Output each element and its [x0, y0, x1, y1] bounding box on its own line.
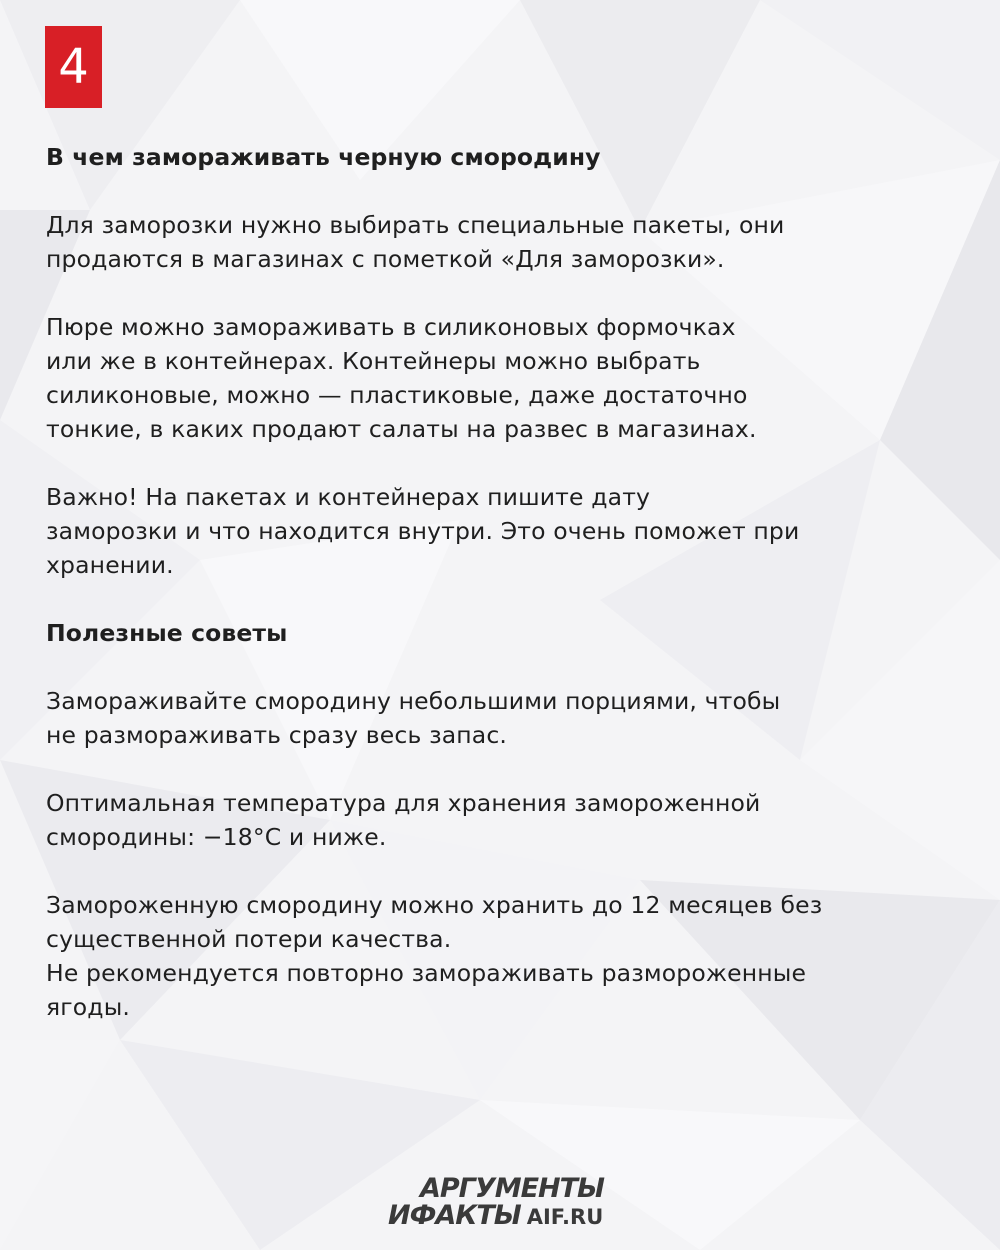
- paragraph-bags: [46, 208, 951, 276]
- article-body: [46, 140, 951, 1024]
- logo-line-1: АРГУМЕНТЫ: [420, 1173, 605, 1204]
- section-heading-freeze-containers: В чем замораживать черную смородину: [46, 143, 601, 171]
- text-line: тонкие, в каких продают салаты на развес в магазинах.: [46, 415, 757, 443]
- aif-logo: [388, 1173, 638, 1233]
- paragraph-puree: [46, 310, 951, 446]
- text-line: Замораживайте смородину небольшими порциями, чтобы: [46, 687, 781, 715]
- paragraph-temperature: [46, 786, 951, 854]
- text-line: Важно! На пакетах и контейнерах пишите дату: [46, 483, 651, 511]
- paragraph-storage: [46, 888, 951, 1024]
- text-line: продаются в магазинах с пометкой «Для заморозки».: [46, 245, 725, 273]
- text-line: Оптимальная температура для хранения замороженной: [46, 789, 761, 817]
- logo-site: AIF.RU: [526, 1205, 604, 1229]
- text-line: Для заморозки нужно выбирать специальные пакеты, они: [46, 211, 785, 239]
- text-line: силиконовые, можно — пластиковые, даже достаточно: [46, 381, 748, 409]
- section-heading-tips: Полезные советы: [46, 619, 288, 647]
- text-line: или же в контейнерах. Контейнеры можно выбрать: [46, 347, 701, 375]
- logo-line-2: [388, 1200, 603, 1231]
- text-line: существенной потери качества.: [46, 925, 452, 953]
- text-line: Пюре можно замораживать в силиконовых формочках: [46, 313, 736, 341]
- paragraph-portions: [46, 684, 951, 752]
- text-line: Не рекомендуется повторно замораживать размороженные: [46, 959, 807, 987]
- logo-word: ИФАКТЫ: [388, 1200, 521, 1231]
- text-line: смородины: −18°С и ниже.: [46, 823, 387, 851]
- text-line: не размораживать сразу весь запас.: [46, 721, 508, 749]
- paragraph-important: [46, 480, 951, 582]
- text-line: ягоды.: [46, 993, 131, 1021]
- text-line: заморозки и что находится внутри. Это очень поможет при: [46, 517, 800, 545]
- slide-number-badge: 4: [45, 26, 102, 108]
- text-line: хранении.: [46, 551, 174, 579]
- text-line: Замороженную смородину можно хранить до 12 месяцев без: [46, 891, 823, 919]
